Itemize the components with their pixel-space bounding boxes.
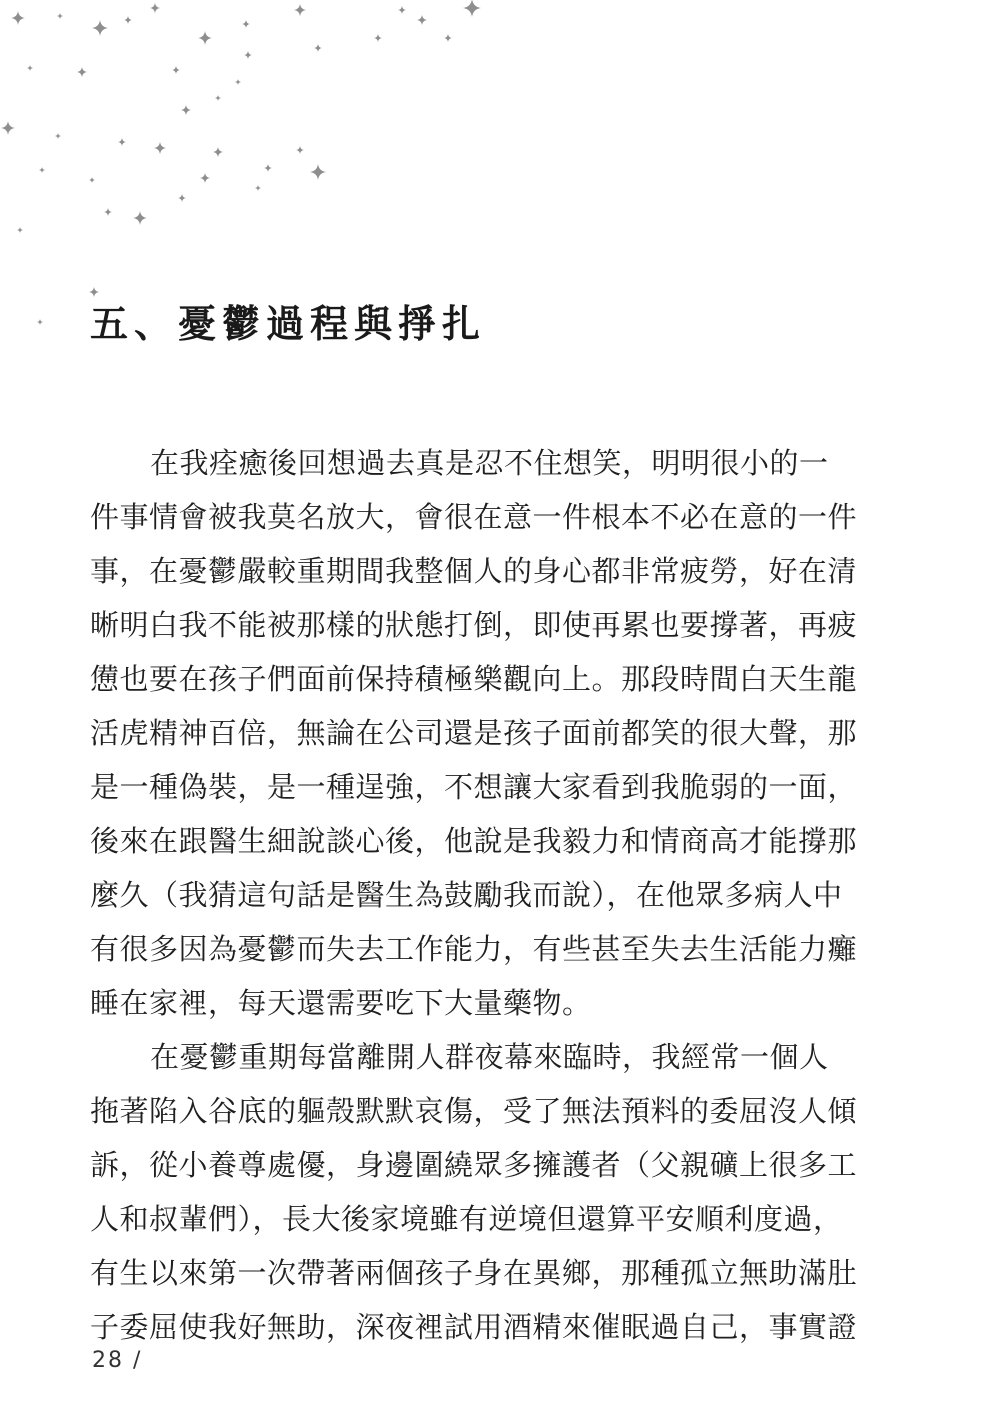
paragraph-line: 活虎精神百倍，無論在公司還是孩子面前都笑的很大聲，那 xyxy=(90,716,858,750)
sparkle-star-icon xyxy=(1,121,15,135)
sparkle-star-icon xyxy=(444,34,452,42)
paragraph-line: 有生以來第一次帶著兩個孩子身在異鄉，那種孤立無助滿肚 xyxy=(90,1256,858,1290)
sparkle-star-icon xyxy=(213,147,223,157)
paragraph-line: 人和叔輩們），長大後家境雖有逆境但還算平安順利度過， xyxy=(90,1202,843,1236)
sparkle-star-icon xyxy=(374,34,382,42)
paragraph-line: 憊也要在孩子們面前保持積極樂觀向上。那段時間白天生龍 xyxy=(90,662,858,696)
chapter-title: 五、憂鬱過程與掙扎 xyxy=(90,302,487,346)
sparkle-star-icon xyxy=(398,6,406,14)
sparkle-star-icon xyxy=(463,0,481,17)
sparkle-star-icon xyxy=(178,194,186,202)
sparkle-star-icon xyxy=(294,4,306,16)
paragraph-line: 在憂鬱重期每當離開人群夜幕來臨時，我經常一個人 xyxy=(150,1040,829,1074)
sparkle-star-icon xyxy=(39,167,45,173)
sparkle-star-icon xyxy=(104,208,112,216)
sparkle-star-icon xyxy=(11,11,25,25)
sparkle-star-icon xyxy=(296,146,304,154)
paragraph-line: 晰明白我不能被那樣的狀態打倒，即使再累也要撐著，再疲 xyxy=(90,608,858,642)
sparkle-star-icon xyxy=(242,20,250,28)
starfield-decoration xyxy=(0,0,500,340)
paragraph-line: 件事情會被我莫名放大，會很在意一件根本不必在意的一件 xyxy=(90,500,858,534)
paragraph-line: 在我痊癒後回想過去真是忍不住想笑，明明很小的一 xyxy=(150,446,829,480)
sparkle-star-icon xyxy=(244,51,252,59)
sparkle-star-icon xyxy=(37,319,43,325)
paragraph-line: 後來在跟醫生細說談心後，他說是我毅力和情商高才能撐那 xyxy=(90,824,858,858)
sparkle-star-icon xyxy=(17,227,23,233)
sparkle-star-icon xyxy=(154,142,166,154)
sparkle-star-icon xyxy=(57,13,63,19)
paragraph-line: 訴，從小養尊處優，身邊圍繞眾多擁護者（父親礦上很多工 xyxy=(90,1148,858,1182)
sparkle-star-icon xyxy=(215,95,221,101)
paragraph-line: 拖著陷入谷底的軀殼默默哀傷，受了無法預料的委屈沒人傾 xyxy=(90,1094,858,1128)
paragraph-line: 子委屈使我好無助，深夜裡試用酒精來催眠過自己，事實證 xyxy=(90,1310,858,1344)
sparkle-star-icon xyxy=(198,31,212,45)
sparkle-star-icon xyxy=(55,133,61,139)
body-text xyxy=(90,436,858,1354)
sparkle-star-icon xyxy=(77,67,87,77)
sparkle-star-icon xyxy=(235,79,241,85)
sparkle-star-icon xyxy=(417,15,427,25)
sparkle-star-icon xyxy=(124,16,132,24)
sparkle-star-icon xyxy=(118,138,126,146)
sparkle-star-icon xyxy=(200,173,210,183)
paragraph-line: 是一種偽裝，是一種逞強，不想讓大家看到我脆弱的一面， xyxy=(90,770,858,804)
sparkle-star-icon xyxy=(89,177,95,183)
paragraph-line: 事，在憂鬱嚴較重期間我整個人的身心都非常疲勞，好在清 xyxy=(90,554,858,588)
paragraph-line: 睡在家裡，每天還需要吃下大量藥物。 xyxy=(90,986,592,1020)
paragraph-line: 有很多因為憂鬱而失去工作能力，有些甚至失去生活能力癱 xyxy=(90,932,858,966)
sparkle-star-icon xyxy=(310,164,326,180)
page-number: 28 / xyxy=(92,1348,143,1373)
sparkle-star-icon xyxy=(255,185,261,191)
sparkle-star-icon xyxy=(92,20,108,36)
sparkle-star-icon xyxy=(181,105,191,115)
sparkle-star-icon xyxy=(314,44,322,52)
sparkle-star-icon xyxy=(264,164,272,172)
paragraph-line: 麼久（我猜這句話是醫生為鼓勵我而說），在他眾多病人中 xyxy=(90,878,843,912)
sparkle-star-icon xyxy=(172,66,180,74)
sparkle-star-icon xyxy=(133,211,147,225)
sparkle-star-icon xyxy=(27,65,33,71)
sparkle-star-icon xyxy=(150,3,160,13)
